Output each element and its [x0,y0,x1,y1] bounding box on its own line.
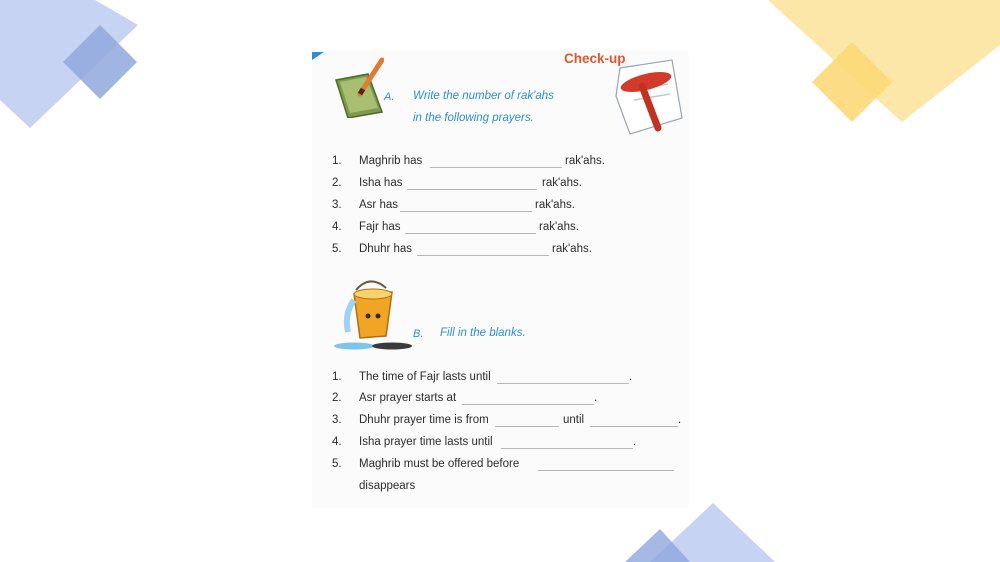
answer-blank[interactable] [417,255,549,256]
decor-top-left [0,0,160,140]
decor-top-right [760,0,1000,140]
section-a-item: 4. Fajr has rak'ahs. [332,221,579,233]
answer-blank[interactable] [538,470,674,471]
section-a-letter: A. [384,91,395,103]
section-b-item: 1. The time of Fajr lasts until . [332,371,633,383]
section-a-instruction-line1: Write the number of rak'ahs [413,90,554,102]
section-b-letter: B. [413,328,424,340]
section-a-item: 5. Dhuhr has rak'ahs. [332,243,592,255]
corner-marker [312,52,324,60]
water-bucket-icon [330,276,416,352]
section-b-instruction: Fill in the blanks. [440,327,526,339]
answer-blank[interactable] [407,189,537,190]
section-a-item: 1. Maghrib has rak'ahs. [332,155,605,167]
section-b-item: 3. Dhuhr prayer time is from until . [332,414,682,426]
section-b-item: 4. Isha prayer time lasts until . [332,436,637,448]
worksheet [312,50,689,508]
answer-blank[interactable] [497,383,629,384]
section-a-item: 3. Asr has rak'ahs. [332,199,575,211]
checkup-title: Check-up [564,51,626,66]
answer-blank[interactable] [501,448,633,449]
section-b-item: 5. Maghrib must be offered before [332,458,677,474]
answer-blank[interactable] [462,404,594,405]
notebook-pencil-icon [332,56,384,118]
answer-blank[interactable] [405,233,536,234]
section-b-item: 2. Asr prayer starts at . [332,392,598,404]
section-a-instruction-line2: in the following prayers. [413,112,534,124]
answer-blank[interactable] [590,426,678,427]
answer-blank[interactable] [430,167,562,168]
scroll-quill-icon [612,56,687,138]
section-b-item-continuation: disappears [359,480,416,492]
answer-blank[interactable] [400,211,532,212]
section-a-item: 2. Isha has rak'ahs. [332,177,582,189]
answer-blank[interactable] [495,426,559,427]
